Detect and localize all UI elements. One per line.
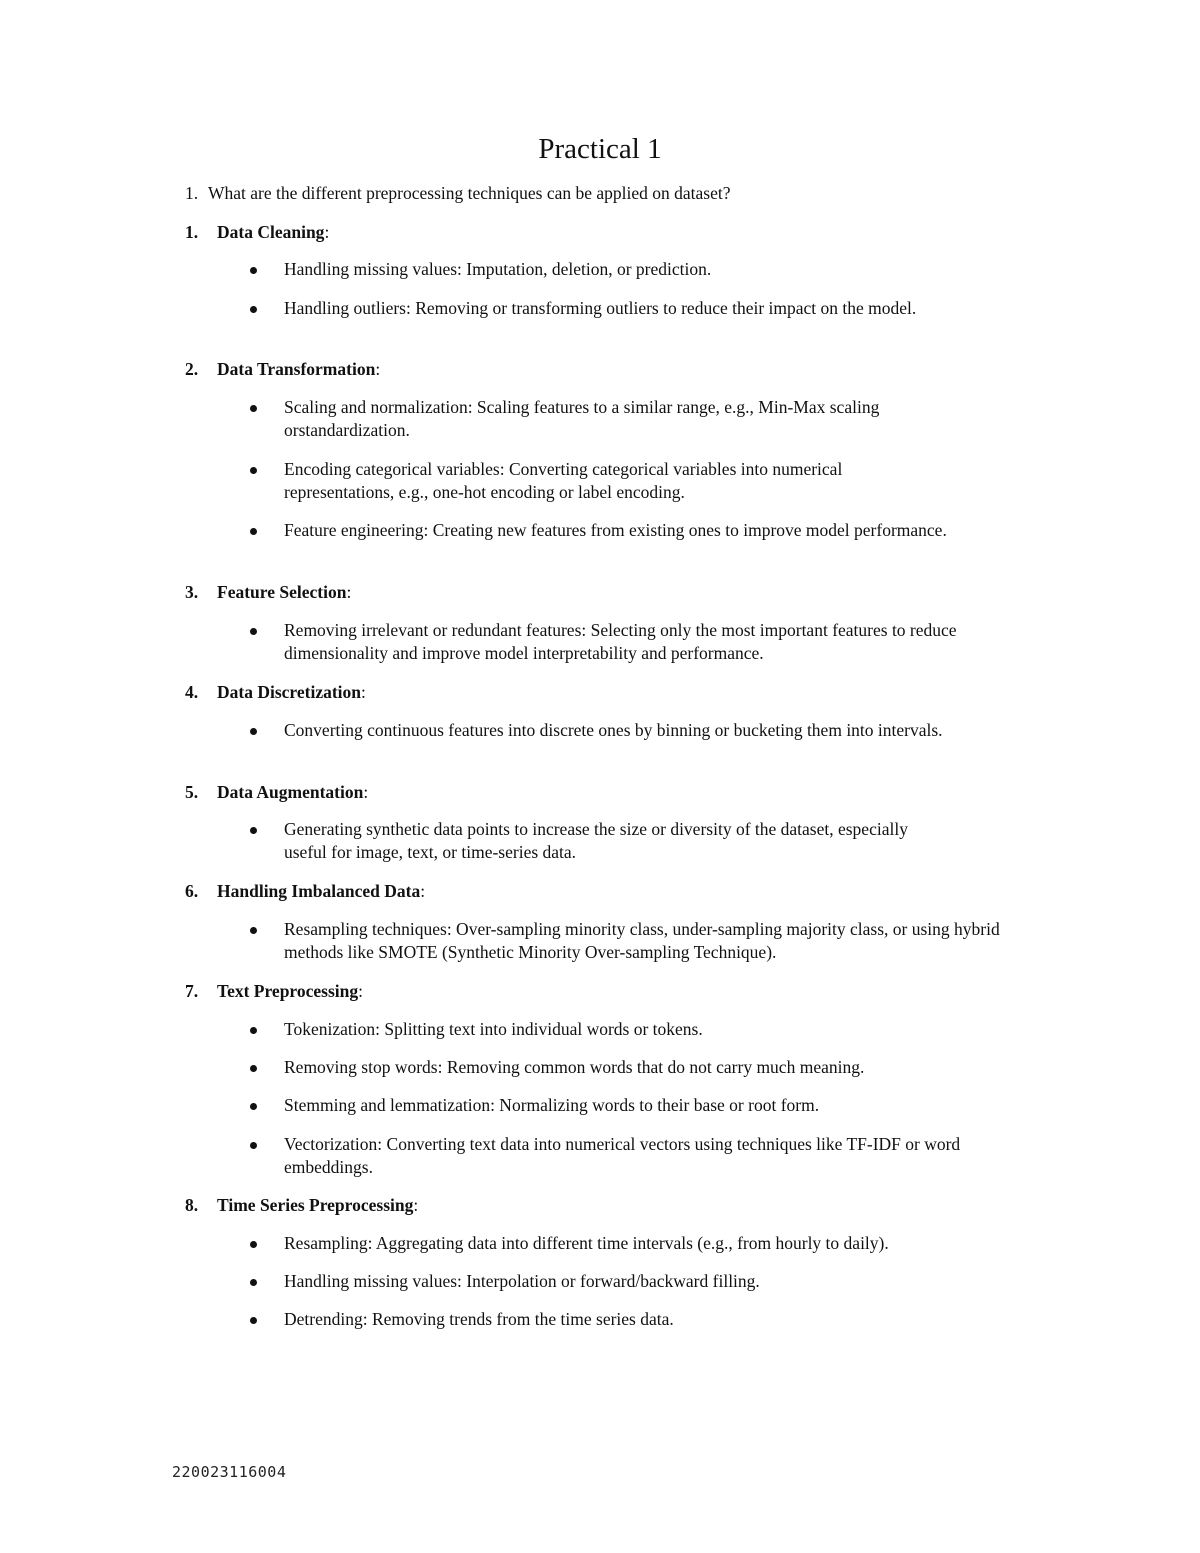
bullet-icon [250, 728, 257, 735]
bullet-icon [250, 528, 257, 535]
list-item [250, 1308, 1010, 1331]
section-title: Data Augmentation [217, 782, 364, 802]
section-title: Time Series Preprocessing [217, 1195, 414, 1215]
section-title: Handling Imbalanced Data [217, 881, 421, 901]
question-text: What are the different preprocessing techniques can be applied on dataset? [208, 183, 731, 203]
list-item-text: Resampling techniques: Over-sampling minority class, under-sampling majority class, or using hybrid methods like SMOTE (Synthetic Minority Over-sampling Technique). [284, 919, 1000, 962]
list-item [250, 619, 1010, 665]
section-number: 8. [185, 1195, 199, 1215]
section-heading: 3. Feature Selection: [185, 582, 352, 602]
bullet-icon [250, 306, 257, 313]
bullet-icon [250, 467, 257, 474]
list-item [250, 918, 1010, 964]
list-item [250, 1056, 1010, 1079]
section-number: 2. [185, 359, 199, 379]
section-number: 7. [185, 981, 199, 1001]
list-item [250, 719, 1010, 742]
bullet-icon [250, 1065, 257, 1072]
page-title: Practical 1 [538, 133, 662, 165]
section-number: 5. [185, 782, 199, 802]
list-item-text: Generating synthetic data points to increase the size or diversity of the dataset, especially useful for image, text, or time-series data. [284, 819, 908, 862]
section-number: 4. [185, 682, 199, 702]
section-heading: 8. Time Series Preprocessing: [185, 1195, 419, 1215]
list-item [250, 1094, 1010, 1117]
bullet-icon [250, 1027, 257, 1034]
list-item-text: Resampling: Aggregating data into different time intervals (e.g., from hourly to daily). [284, 1233, 889, 1253]
bullet-icon [250, 628, 257, 635]
section-number: 1. [185, 222, 199, 242]
section-heading: 5. Data Augmentation: [185, 782, 369, 802]
list-item [250, 396, 1010, 442]
list-item-text: Handling missing values: Imputation, deletion, or prediction. [284, 259, 712, 279]
section-heading: 6. Handling Imbalanced Data: [185, 881, 426, 901]
bullet-icon [250, 1142, 257, 1149]
list-item-text: Scaling and normalization: Scaling features to a similar range, e.g., Min-Max scaling orstandardization. [284, 397, 880, 440]
bullet-icon [250, 827, 257, 834]
list-item [250, 1270, 1010, 1293]
list-item-text: Handling outliers: Removing or transforming outliers to reduce their impact on the model. [284, 298, 917, 318]
list-item [250, 1232, 1010, 1255]
list-item [250, 1018, 1010, 1041]
footer-id: 220023116004 [172, 1463, 287, 1481]
bullet-icon [250, 405, 257, 412]
section-number: 6. [185, 881, 199, 901]
list-item-text: Encoding categorical variables: Converting categorical variables into numerical representations, e.g., one-hot encoding or label encoding. [284, 459, 843, 502]
list-item-text: Removing stop words: Removing common words that do not carry much meaning. [284, 1057, 865, 1077]
section-title: Data Cleaning [217, 222, 325, 242]
list-item-text: Vectorization: Converting text data into numerical vectors using techniques like TF-IDF or word embeddings. [284, 1134, 961, 1177]
list-item [250, 818, 1010, 864]
bullet-icon [250, 1279, 257, 1286]
section-title: Feature Selection [217, 582, 347, 602]
section-heading: 7. Text Preprocessing: [185, 981, 364, 1001]
bullet-icon [250, 267, 257, 274]
section-title: Text Preprocessing [217, 981, 359, 1001]
list-item [250, 458, 1010, 504]
section-heading: 2. Data Transformation: [185, 359, 381, 379]
section-heading: 4. Data Discretization: [185, 682, 366, 702]
bullet-icon [250, 927, 257, 934]
section-title: Data Transformation [217, 359, 376, 379]
list-item-text: Detrending: Removing trends from the time series data. [284, 1309, 674, 1329]
bullet-icon [250, 1103, 257, 1110]
list-item-text: Handling missing values: Interpolation or forward/backward filling. [284, 1271, 760, 1291]
section-title: Data Discretization [217, 682, 362, 702]
section-heading: 1. Data Cleaning: [185, 222, 330, 242]
bullet-icon [250, 1241, 257, 1248]
question-number: 1. [185, 183, 199, 203]
list-item-text: Feature engineering: Creating new features from existing ones to improve model performance. [284, 520, 947, 540]
question [185, 181, 731, 205]
section-number: 3. [185, 582, 199, 602]
list-item [250, 258, 1010, 281]
list-item [250, 297, 1010, 320]
list-item [250, 519, 1010, 542]
list-item-text: Removing irrelevant or redundant features: Selecting only the most important features to reduce dimensionality and improve model interpretability and performance. [284, 620, 957, 663]
list-item-text: Stemming and lemmatization: Normalizing words to their base or root form. [284, 1095, 820, 1115]
list-item [250, 1133, 1010, 1179]
list-item-text: Converting continuous features into discrete ones by binning or bucketing them into intervals. [284, 720, 943, 740]
bullet-icon [250, 1317, 257, 1324]
list-item-text: Tokenization: Splitting text into individual words or tokens. [284, 1019, 703, 1039]
